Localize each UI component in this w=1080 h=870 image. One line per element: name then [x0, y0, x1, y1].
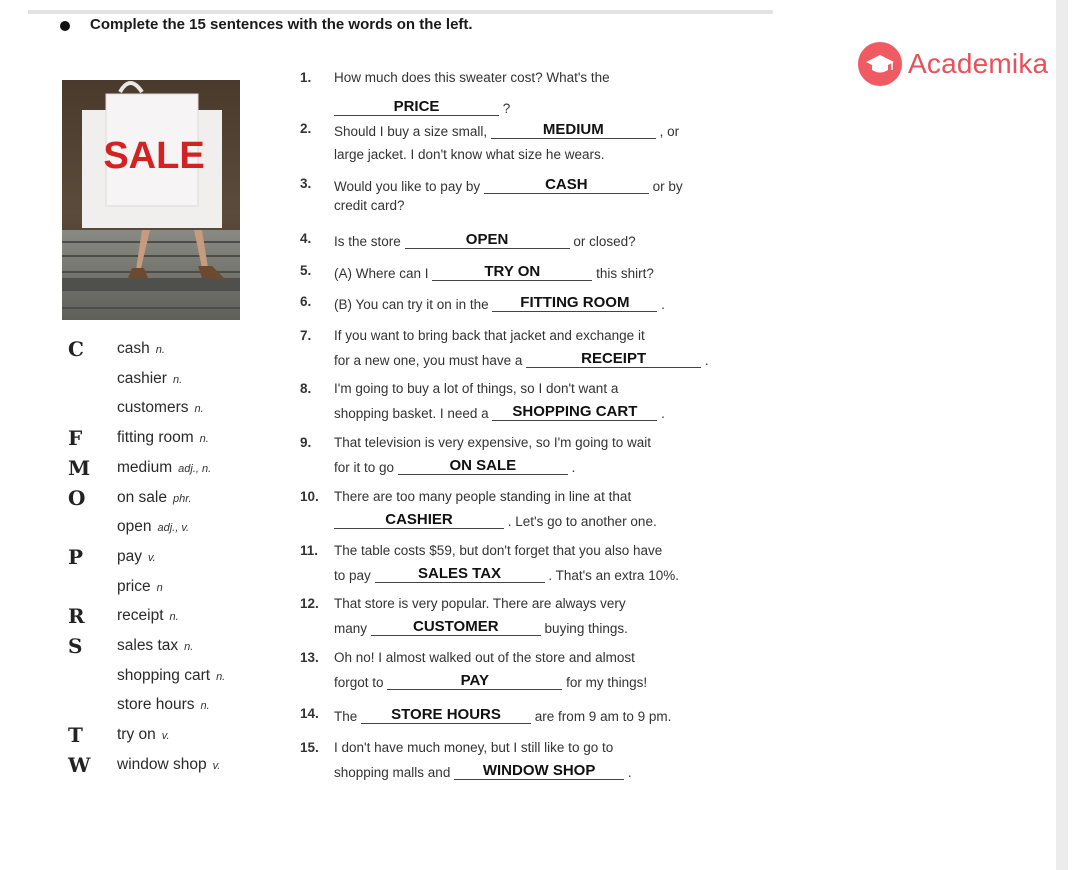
- word-term: cash: [117, 340, 150, 357]
- sentence-number: 7.: [300, 328, 312, 343]
- sentence-text-line2: [334, 350, 709, 368]
- word-term: pay: [117, 547, 142, 565]
- part-of-speech: n.: [172, 373, 183, 386]
- sentence-text-line2: [334, 565, 679, 583]
- word-letter: S: [68, 634, 83, 658]
- sentence-text-line2: [334, 98, 510, 116]
- sentence-text: [334, 263, 654, 281]
- sentence-text-before: for it to go: [334, 460, 395, 475]
- word-letter: O: [68, 485, 86, 510]
- sentence-text-before: shopping basket. I need a: [334, 406, 489, 421]
- word-entry: [117, 637, 193, 655]
- answer-blank: CASHIER: [334, 511, 504, 529]
- word-term: cashier: [117, 369, 167, 387]
- word-entry: [117, 340, 165, 358]
- word-term: store hours: [117, 696, 195, 714]
- sentence-text-before: for a new one, you must have a: [334, 353, 523, 368]
- word-term: customers: [117, 399, 189, 417]
- sentence-text-line2: [334, 511, 657, 529]
- word-entry: [117, 578, 163, 596]
- sentence-text-before: Should I buy a size small,: [334, 124, 488, 139]
- word-entry: [117, 548, 156, 566]
- sentence-text: [334, 706, 671, 724]
- answer-blank: TRY ON: [432, 263, 592, 281]
- sentence-text-after: . That's an extra 10%.: [548, 568, 679, 583]
- sentence-text-after: or by: [652, 179, 683, 194]
- sentence-text-after: , or: [659, 124, 680, 139]
- sentence-text: [334, 294, 665, 312]
- word-term: price: [117, 577, 151, 595]
- sentence-text-line2: [334, 457, 575, 475]
- word-letter: W: [68, 752, 91, 777]
- sentence-text-before: many: [334, 621, 368, 636]
- word-term: sales tax: [117, 637, 179, 654]
- word-entry: [117, 459, 211, 477]
- part-of-speech: n: [156, 581, 163, 594]
- part-of-speech: adj., n.: [178, 462, 212, 475]
- sentence-text-line2: [334, 403, 665, 421]
- sentence-text-after: buying things.: [544, 621, 628, 636]
- sentence-text: That television is very expensive, so I'm going to wait: [334, 435, 651, 450]
- sentence-number: 15.: [300, 740, 319, 755]
- answer-blank: SHOPPING CART: [492, 403, 657, 421]
- sentence-text: The table costs $59, but don't forget that you also have: [334, 543, 663, 558]
- sentence-text-line2: [334, 672, 647, 690]
- answer-blank: PAY: [387, 672, 562, 690]
- word-term: receipt: [117, 607, 164, 625]
- sentence-number: 2.: [300, 121, 312, 136]
- answer-blank: FITTING ROOM: [492, 294, 657, 312]
- sentence-text: [334, 176, 683, 194]
- sentence-text: Oh no! I almost walked out of the store and almost: [334, 650, 635, 665]
- sentence-text-before: Would you like to pay by: [334, 179, 481, 194]
- part-of-speech: phr.: [172, 492, 192, 505]
- word-term: shopping cart: [117, 666, 211, 684]
- sentence-text-after: .: [661, 406, 665, 421]
- part-of-speech: n.: [184, 641, 194, 653]
- sentence-text: That store is very popular. There are always very: [334, 596, 626, 611]
- graduation-cap-icon: [858, 42, 902, 86]
- word-term: medium: [117, 458, 173, 476]
- word-letter: P: [68, 544, 84, 569]
- word-term: fitting room: [117, 429, 194, 447]
- sentence-text-line2: [334, 618, 628, 636]
- part-of-speech: n.: [200, 700, 210, 713]
- instruction-text: Complete the 15 sentences with the words on the left.: [90, 16, 473, 33]
- word-entry: [117, 756, 220, 774]
- sentence-text-after: .: [627, 765, 632, 780]
- sentence-text: There are too many people standing in line at that: [334, 489, 632, 504]
- answer-blank: SALES TAX: [375, 565, 545, 583]
- answer-blank: RECEIPT: [526, 350, 701, 368]
- answer-blank: STORE HOURS: [361, 706, 531, 724]
- word-entry: [117, 696, 210, 714]
- sentence-number: 5.: [300, 263, 312, 278]
- word-term: window shop: [117, 755, 207, 773]
- word-term: open: [117, 518, 152, 536]
- part-of-speech: v.: [212, 759, 221, 772]
- sentence-number: 13.: [300, 650, 319, 665]
- word-entry: [117, 726, 170, 744]
- sentence-number: 6.: [300, 294, 312, 309]
- sentence-number: 12.: [300, 596, 319, 611]
- word-entry: [117, 518, 189, 536]
- sentence-number: 11.: [300, 543, 319, 558]
- part-of-speech: adj., v.: [157, 522, 190, 535]
- part-of-speech: n.: [169, 611, 179, 624]
- sentence-number: 3.: [300, 176, 312, 191]
- sentence-text: If you want to bring back that jacket and exchange it: [334, 328, 645, 343]
- word-letter: T: [68, 723, 83, 748]
- sentence-number: 8.: [300, 381, 312, 396]
- sentence-text-before: forgot to: [334, 675, 384, 690]
- academika-logo: [858, 42, 1048, 86]
- sentence-text-after: are from 9 am to 9 pm.: [534, 709, 672, 724]
- answer-blank: WINDOW SHOP: [454, 762, 624, 780]
- sentence-number: 10.: [300, 489, 319, 504]
- answer-blank: OPEN: [405, 231, 570, 249]
- sentence-text-after: for my things!: [566, 675, 648, 690]
- word-entry: [117, 667, 225, 685]
- word-entry: [117, 370, 182, 388]
- sentence-text-line2: [334, 762, 632, 780]
- word-term: on sale: [117, 488, 167, 506]
- sentence-text-line2: credit card?: [334, 198, 405, 213]
- word-term: try on: [117, 726, 156, 744]
- word-letter: F: [68, 426, 83, 451]
- sentence-text: [334, 121, 679, 139]
- sentence-text-after: .: [571, 460, 576, 475]
- word-entry: [117, 399, 204, 417]
- sentence-text-before: The: [334, 709, 358, 724]
- sentence-number: 14.: [300, 706, 319, 721]
- sentence-text-before: (B) You can try it on in the: [334, 297, 489, 312]
- sentence-text-before: shopping malls and: [334, 765, 451, 780]
- part-of-speech: n.: [216, 670, 226, 683]
- answer-blank: MEDIUM: [491, 121, 656, 139]
- sentence-text: [334, 231, 636, 249]
- sentence-text: I don't have much money, but I still like to go to: [334, 740, 614, 755]
- sentence-text-before: to pay: [334, 568, 371, 583]
- word-letter: R: [68, 604, 85, 629]
- scroll-gutter: [1056, 0, 1068, 870]
- word-entry: [117, 429, 209, 447]
- part-of-speech: n.: [194, 403, 204, 416]
- word-entry: [117, 607, 179, 625]
- sale-bag-photo: [62, 80, 240, 320]
- sentence-text-after: or closed?: [573, 234, 636, 249]
- sentence-number: 4.: [300, 231, 312, 246]
- sentence-number: 9.: [300, 435, 312, 450]
- part-of-speech: n.: [155, 344, 165, 356]
- sentence-text-after: this shirt?: [596, 266, 654, 281]
- sentence-text-after: .: [661, 297, 665, 312]
- sentence-text-after: .: [704, 353, 709, 368]
- answer-blank: CUSTOMER: [371, 618, 541, 636]
- answer-blank: CASH: [484, 176, 649, 194]
- sentence-text-line2: large jacket. I don't know what size he wears.: [334, 147, 605, 162]
- part-of-speech: v.: [161, 730, 170, 743]
- part-of-speech: v.: [148, 551, 156, 564]
- logo-text: Academika: [908, 48, 1049, 79]
- bullet-icon: [60, 21, 70, 31]
- top-divider: [28, 10, 773, 14]
- answer-blank: PRICE: [334, 98, 499, 116]
- sentence-text: I'm going to buy a lot of things, so I don't want a: [334, 381, 619, 396]
- sentence-text-before: Is the store: [334, 234, 401, 249]
- sentence-text: How much does this sweater cost? What's the: [334, 70, 610, 85]
- sentence-text-before: (A) Where can I: [334, 266, 429, 281]
- sale-sign-text: SALE: [103, 135, 205, 177]
- sentence-number: 1.: [300, 70, 312, 85]
- sentence-text-after: ?: [502, 101, 511, 116]
- word-letter: M: [68, 455, 91, 480]
- word-letter: C: [68, 337, 84, 361]
- part-of-speech: n.: [199, 433, 209, 446]
- word-entry: [117, 489, 192, 507]
- answer-blank: ON SALE: [398, 457, 568, 475]
- sentence-text-after: . Let's go to another one.: [507, 514, 657, 529]
